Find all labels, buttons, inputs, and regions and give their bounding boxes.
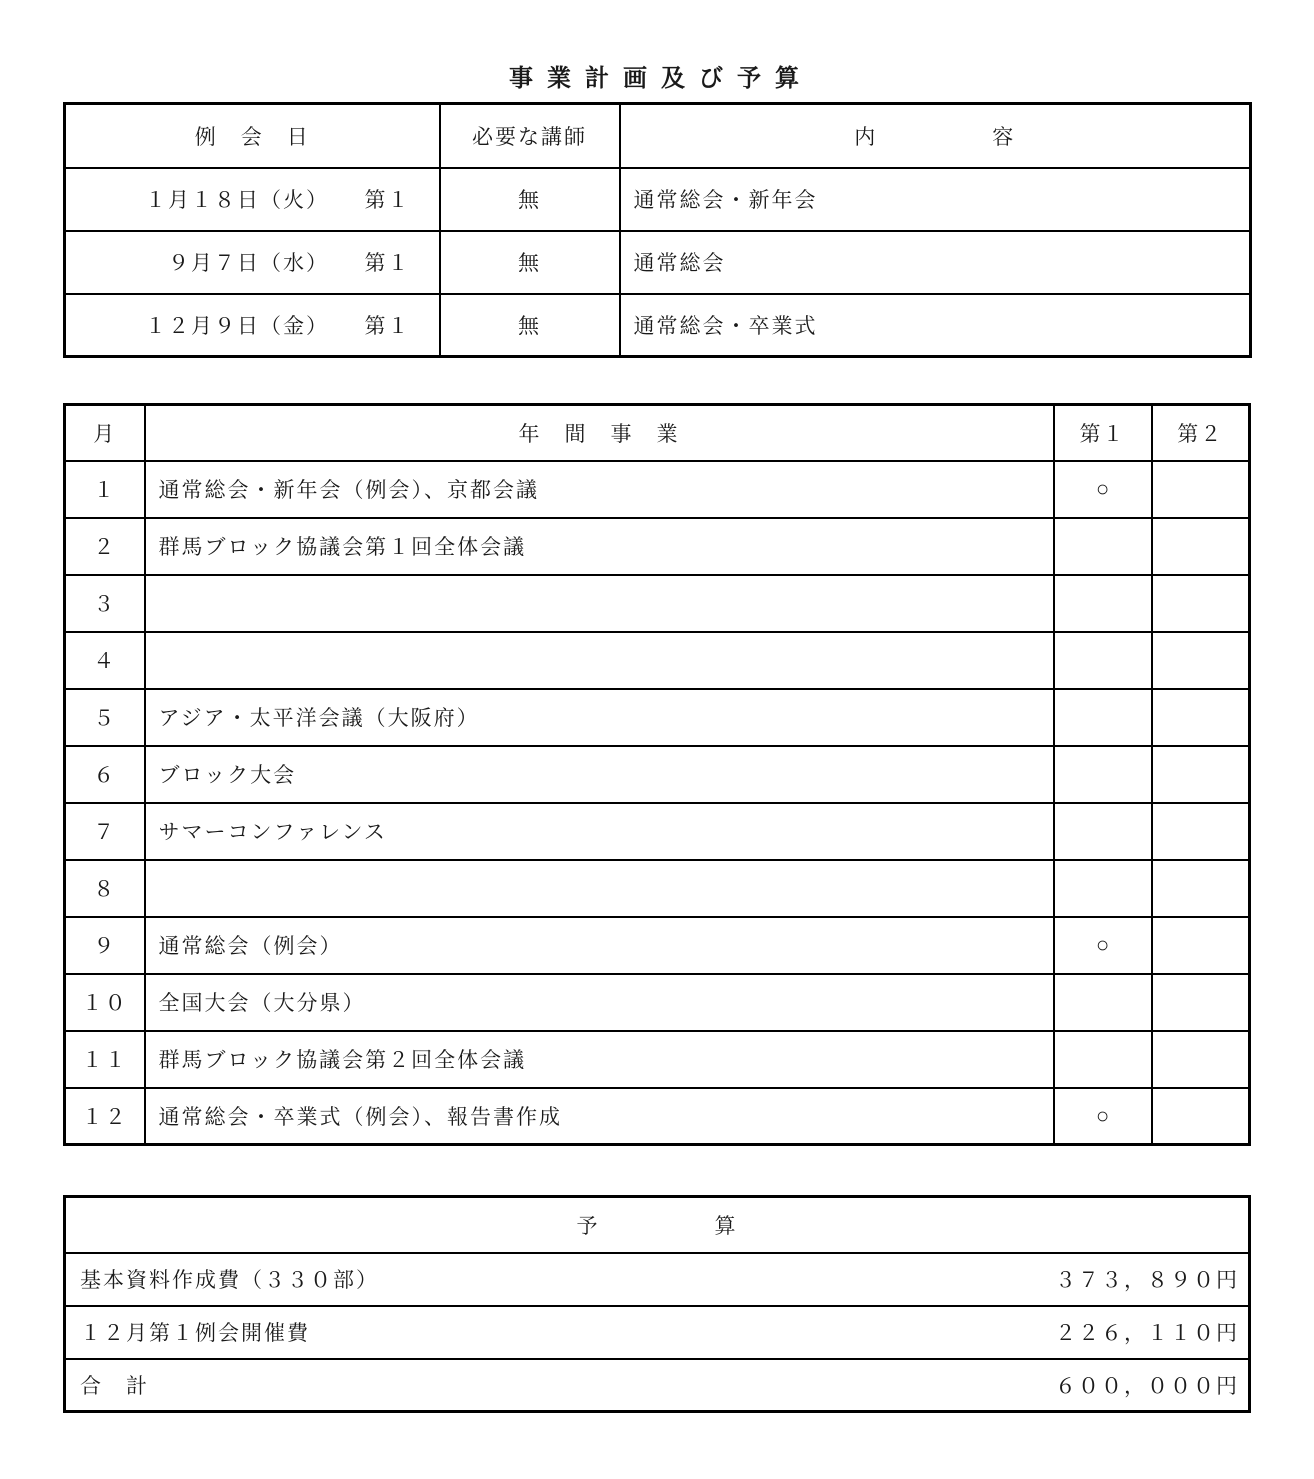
schedule-date-cell: １月１８日（火） 第１ [65, 168, 440, 231]
schedule-table [63, 102, 1252, 358]
dai1-circle-cell [1054, 575, 1152, 632]
dai2-circle-cell [1152, 803, 1250, 860]
annual-table-body [65, 461, 1250, 1145]
dai2-circle-cell [1152, 860, 1250, 917]
annual-header-dai1: 第１ [1054, 405, 1152, 461]
table-row [65, 518, 1250, 575]
table-row [65, 461, 1250, 518]
month-cell: ４ [65, 632, 145, 689]
event-cell [145, 860, 1054, 917]
dai1-circle-cell [1054, 860, 1152, 917]
budget-amount-cell: ３７３，８９０円 [865, 1253, 1250, 1306]
event-cell: 通常総会（例会） [145, 917, 1054, 974]
event-cell: サマーコンファレンス [145, 803, 1054, 860]
annual-business-table [63, 403, 1251, 1146]
table-row [65, 917, 1250, 974]
table-row [65, 974, 1250, 1031]
table-row [65, 1088, 1250, 1145]
annual-header-event: 年 間 事 業 [145, 405, 1054, 461]
dai1-circle-cell: ○ [1054, 1088, 1152, 1145]
schedule-header-content: 内 容 [620, 104, 1251, 168]
table-row [65, 294, 1251, 357]
table-row [65, 803, 1250, 860]
event-cell: 通常総会・新年会（例会）、京都会議 [145, 461, 1054, 518]
annual-header-row [65, 405, 1250, 461]
month-cell: ３ [65, 575, 145, 632]
dai1-circle-cell [1054, 632, 1152, 689]
budget-amount-cell: ２２６，１１０円 [865, 1306, 1250, 1359]
budget-amount-cell: ６００，０００円 [865, 1359, 1250, 1412]
annual-header-dai2: 第２ [1152, 405, 1250, 461]
table-row [65, 632, 1250, 689]
table-row [65, 1031, 1250, 1088]
dai2-circle-cell [1152, 689, 1250, 746]
event-cell: 通常総会・卒業式（例会）、報告書作成 [145, 1088, 1054, 1145]
dai1-circle-cell [1054, 974, 1152, 1031]
table-row [65, 689, 1250, 746]
table-row [65, 1306, 1250, 1359]
month-cell: １０ [65, 974, 145, 1031]
budget-header: 予 算 [65, 1197, 1250, 1253]
dai2-circle-cell [1152, 746, 1250, 803]
dai2-circle-cell [1152, 974, 1250, 1031]
dai2-circle-cell [1152, 1088, 1250, 1145]
schedule-table-body [65, 168, 1251, 357]
budget-item-cell: 合 計 [65, 1359, 865, 1412]
dai2-circle-cell [1152, 917, 1250, 974]
event-cell [145, 575, 1054, 632]
annual-header-month: 月 [65, 405, 145, 461]
month-cell: ６ [65, 746, 145, 803]
schedule-content-cell: 通常総会・卒業式 [620, 294, 1251, 357]
month-cell: １２ [65, 1088, 145, 1145]
dai1-circle-cell [1054, 518, 1152, 575]
table-row [65, 1253, 1250, 1306]
event-cell: アジア・太平洋会議（大阪府） [145, 689, 1054, 746]
schedule-lecturer-cell: 無 [440, 294, 620, 357]
dai1-circle-cell [1054, 746, 1152, 803]
month-cell: １１ [65, 1031, 145, 1088]
schedule-header-lecturer: 必要な講師 [440, 104, 620, 168]
event-cell: 群馬ブロック協議会第１回全体会議 [145, 518, 1054, 575]
schedule-header-row [65, 104, 1251, 168]
month-cell: ９ [65, 917, 145, 974]
event-cell: ブロック大会 [145, 746, 1054, 803]
dai1-circle-cell [1054, 803, 1152, 860]
schedule-lecturer-cell: 無 [440, 168, 620, 231]
table-row [65, 231, 1251, 294]
dai1-circle-cell: ○ [1054, 917, 1152, 974]
month-cell: ７ [65, 803, 145, 860]
dai2-circle-cell [1152, 632, 1250, 689]
schedule-date-cell: ９月７日（水） 第１ [65, 231, 440, 294]
table-row [65, 746, 1250, 803]
event-cell: 群馬ブロック協議会第２回全体会議 [145, 1031, 1054, 1088]
dai2-circle-cell [1152, 575, 1250, 632]
budget-item-cell: 基本資料作成費（３３０部） [65, 1253, 865, 1306]
schedule-content-cell: 通常総会・新年会 [620, 168, 1251, 231]
month-cell: １ [65, 461, 145, 518]
budget-table [63, 1195, 1251, 1413]
event-cell [145, 632, 1054, 689]
table-row [65, 575, 1250, 632]
dai1-circle-cell [1054, 689, 1152, 746]
month-cell: ５ [65, 689, 145, 746]
dai2-circle-cell [1152, 1031, 1250, 1088]
page-title: 事 業 計 画 及 び 予 算 [509, 66, 803, 92]
table-row [65, 1359, 1250, 1412]
schedule-lecturer-cell: 無 [440, 231, 620, 294]
dai2-circle-cell [1152, 461, 1250, 518]
schedule-date-cell: １２月９日（金） 第１ [65, 294, 440, 357]
table-row [65, 860, 1250, 917]
month-cell: ８ [65, 860, 145, 917]
dai1-circle-cell [1054, 1031, 1152, 1088]
schedule-content-cell: 通常総会 [620, 231, 1251, 294]
month-cell: ２ [65, 518, 145, 575]
table-row [65, 168, 1251, 231]
event-cell: 全国大会（大分県） [145, 974, 1054, 1031]
budget-item-cell: １２月第１例会開催費 [65, 1306, 865, 1359]
budget-table-body [65, 1253, 1250, 1412]
dai1-circle-cell: ○ [1054, 461, 1152, 518]
schedule-header-date: 例 会 日 [65, 104, 440, 168]
dai2-circle-cell [1152, 518, 1250, 575]
budget-header-row [65, 1197, 1250, 1253]
